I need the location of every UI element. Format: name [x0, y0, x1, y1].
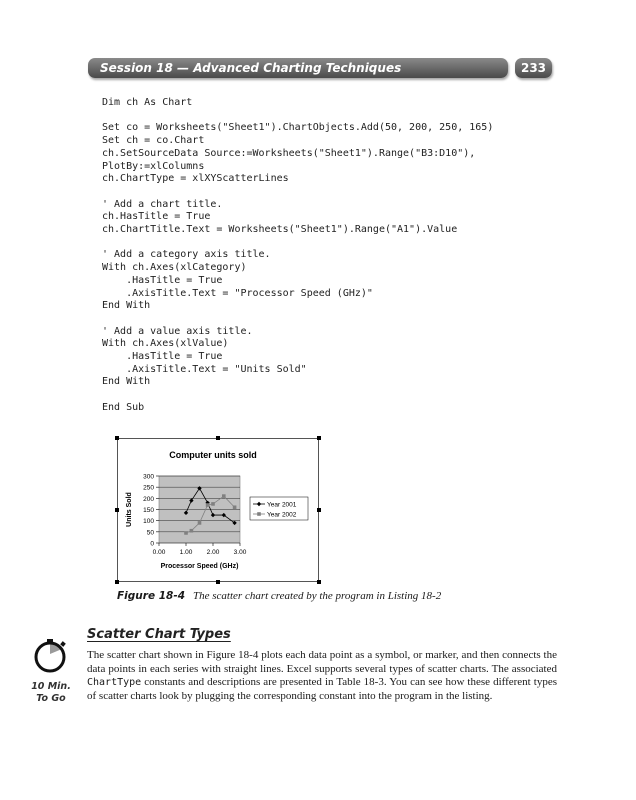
y-tick-label: 100 [143, 518, 154, 526]
code-line: End Sub [102, 401, 145, 413]
x-tick-label: 0.00 [152, 549, 166, 556]
code-line: Set co = Worksheets("Sheet1").ChartObjects.Add(50, 200, 250, 165) [102, 122, 494, 134]
time-badge-line1: 10 Min. [31, 681, 71, 692]
data-point [211, 502, 215, 506]
x-tick-label: 2.00 [206, 549, 220, 556]
y-axis-label: Units Sold [126, 492, 133, 527]
figure-caption-text: The scatter chart created by the program in Listing 18-2 [193, 590, 442, 602]
section-heading: Scatter Chart Types [87, 627, 231, 642]
data-point [198, 521, 202, 525]
legend-label: Year 2001 [267, 501, 297, 509]
legend-marker [257, 512, 261, 516]
legend-label: Year 2002 [267, 511, 297, 519]
code-line: ' Add a value axis title. [102, 325, 253, 337]
paragraph-text-2: constants and descriptions are presented in Table 18-3. You can see how these different types of scatter charts look by plugging the corresponding constant into the program in the listing. [87, 676, 557, 702]
y-tick-label: 250 [143, 484, 154, 492]
code-line: ch.ChartType = xlXYScatterLines [102, 173, 289, 185]
code-line: Set ch = co.Chart [102, 135, 205, 147]
code-line: .AxisTitle.Text = "Units Sold" [102, 363, 307, 375]
data-point [206, 503, 210, 507]
chart-title: Computer units sold [169, 450, 257, 460]
code-line: ch.ChartTitle.Text = Worksheets("Sheet1").Range("A1").Value [102, 224, 458, 236]
data-point [233, 505, 237, 509]
code-line: With ch.Axes(xlCategory) [102, 262, 247, 274]
scatter-chart [118, 439, 318, 581]
code-line: ' Add a category axis title. [102, 249, 271, 261]
body-paragraph [87, 649, 557, 703]
code-line: With ch.Axes(xlValue) [102, 338, 229, 350]
code-line: ch.HasTitle = True [102, 211, 211, 223]
data-point [222, 494, 226, 498]
code-line: End With [102, 376, 151, 388]
page-number-box [515, 58, 552, 78]
time-badge-line2: To Go [36, 693, 66, 704]
time-badge [20, 681, 82, 705]
paragraph-text-1: The scatter chart shown in Figure 18-4 plots each data point as a symbol, or marker, and then connects the data points in each series with straight lines. Excel supports several types of scatter charts. The associated [87, 649, 557, 675]
code-line: End With [102, 300, 151, 312]
y-tick-label: 150 [143, 507, 154, 514]
running-header [88, 58, 508, 78]
x-tick-label: 3.00 [233, 549, 247, 556]
data-point [190, 529, 194, 533]
figure-number: Figure 18-4 [117, 590, 185, 602]
code-listing [102, 97, 493, 415]
code-line: PlotBy:=xlColumns [102, 160, 205, 172]
code-line: Dim ch As Chart [102, 97, 193, 108]
running-header-title: Session 18 — Advanced Charting Techniques [100, 61, 402, 75]
y-tick-label: 300 [143, 473, 154, 481]
stopwatch-icon [33, 636, 69, 676]
figure-caption [117, 590, 441, 602]
figure-chart-frame [117, 438, 319, 582]
inline-code: ChartType [87, 677, 142, 688]
code-line: ' Add a chart title. [102, 198, 223, 210]
x-tick-label: 1.00 [179, 549, 193, 556]
y-tick-label: 0 [150, 540, 154, 548]
y-tick-label: 200 [143, 495, 154, 503]
code-line: .HasTitle = True [102, 274, 223, 286]
code-line: ch.SetSourceData Source:=Worksheets("Sheet1").Range("B3:D10"), [102, 147, 476, 159]
code-line: .HasTitle = True [102, 351, 223, 363]
x-axis-label: Processor Speed (GHz) [160, 563, 239, 570]
y-tick-label: 50 [146, 529, 154, 537]
page-number: 233 [520, 61, 547, 75]
data-point [184, 531, 188, 535]
code-line: .AxisTitle.Text = "Processor Speed (GHz)" [102, 287, 373, 299]
